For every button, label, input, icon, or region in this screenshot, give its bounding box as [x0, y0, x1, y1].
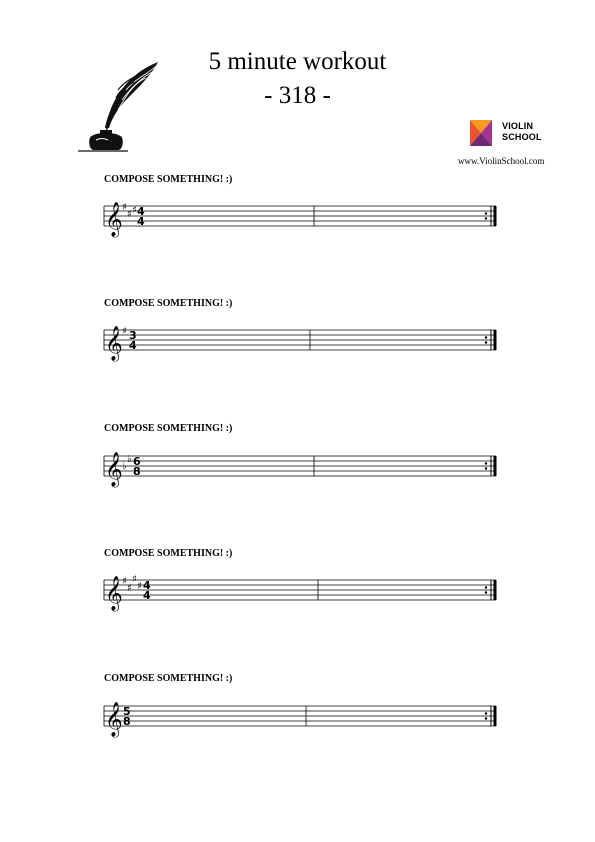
- svg-text:♯: ♯: [122, 202, 127, 213]
- svg-text:♯: ♯: [132, 205, 137, 216]
- exercise-label: COMPOSE SOMETHING! :): [104, 174, 233, 185]
- treble-clef-icon: 𝄞: [105, 576, 123, 611]
- website-link[interactable]: www.ViolinSchool.com: [458, 156, 545, 166]
- time-signature-bottom: 4: [137, 215, 145, 228]
- svg-text:♯: ♯: [127, 209, 132, 220]
- brand-line-2: SCHOOL: [502, 132, 542, 142]
- music-staff: [100, 320, 500, 368]
- treble-clef-icon: 𝄞: [105, 452, 123, 487]
- time-signature-top: 4: [143, 579, 151, 592]
- workout-number: - 318 -: [264, 82, 331, 109]
- exercise-label: COMPOSE SOMETHING! :): [104, 423, 233, 434]
- time-signature-top: 6: [133, 455, 141, 468]
- music-staff: [100, 196, 500, 244]
- svg-text:♭: ♭: [122, 461, 127, 472]
- svg-text:♯: ♯: [122, 576, 127, 587]
- time-signature-top: 4: [137, 205, 145, 218]
- page-title: 5 minute workout: [208, 48, 387, 75]
- svg-text:♭: ♭: [127, 454, 132, 465]
- time-signature-bottom: 4: [129, 339, 137, 352]
- brand-line-1: VIOLIN: [502, 121, 534, 131]
- time-signature-bottom: 8: [133, 465, 141, 478]
- exercise-label: COMPOSE SOMETHING! :): [104, 298, 233, 309]
- treble-clef-icon: 𝄞: [105, 326, 123, 361]
- music-staff: [100, 570, 500, 618]
- svg-text:♯: ♯: [122, 326, 127, 337]
- svg-text:♯: ♯: [127, 583, 132, 594]
- treble-clef-icon: 𝄞: [105, 702, 123, 737]
- music-staff: [100, 446, 500, 494]
- exercise-label: COMPOSE SOMETHING! :): [104, 548, 233, 559]
- time-signature-bottom: 8: [123, 715, 131, 728]
- svg-text:♯: ♯: [137, 581, 142, 592]
- exercise-label: COMPOSE SOMETHING! :): [104, 673, 233, 684]
- brand-name: [502, 121, 542, 143]
- svg-text:♯: ♯: [132, 574, 137, 585]
- music-staff: [100, 696, 500, 744]
- treble-clef-icon: 𝄞: [105, 202, 123, 237]
- time-signature-bottom: 4: [143, 589, 151, 602]
- time-signature-top: 3: [129, 329, 137, 342]
- time-signature-top: 5: [123, 705, 131, 718]
